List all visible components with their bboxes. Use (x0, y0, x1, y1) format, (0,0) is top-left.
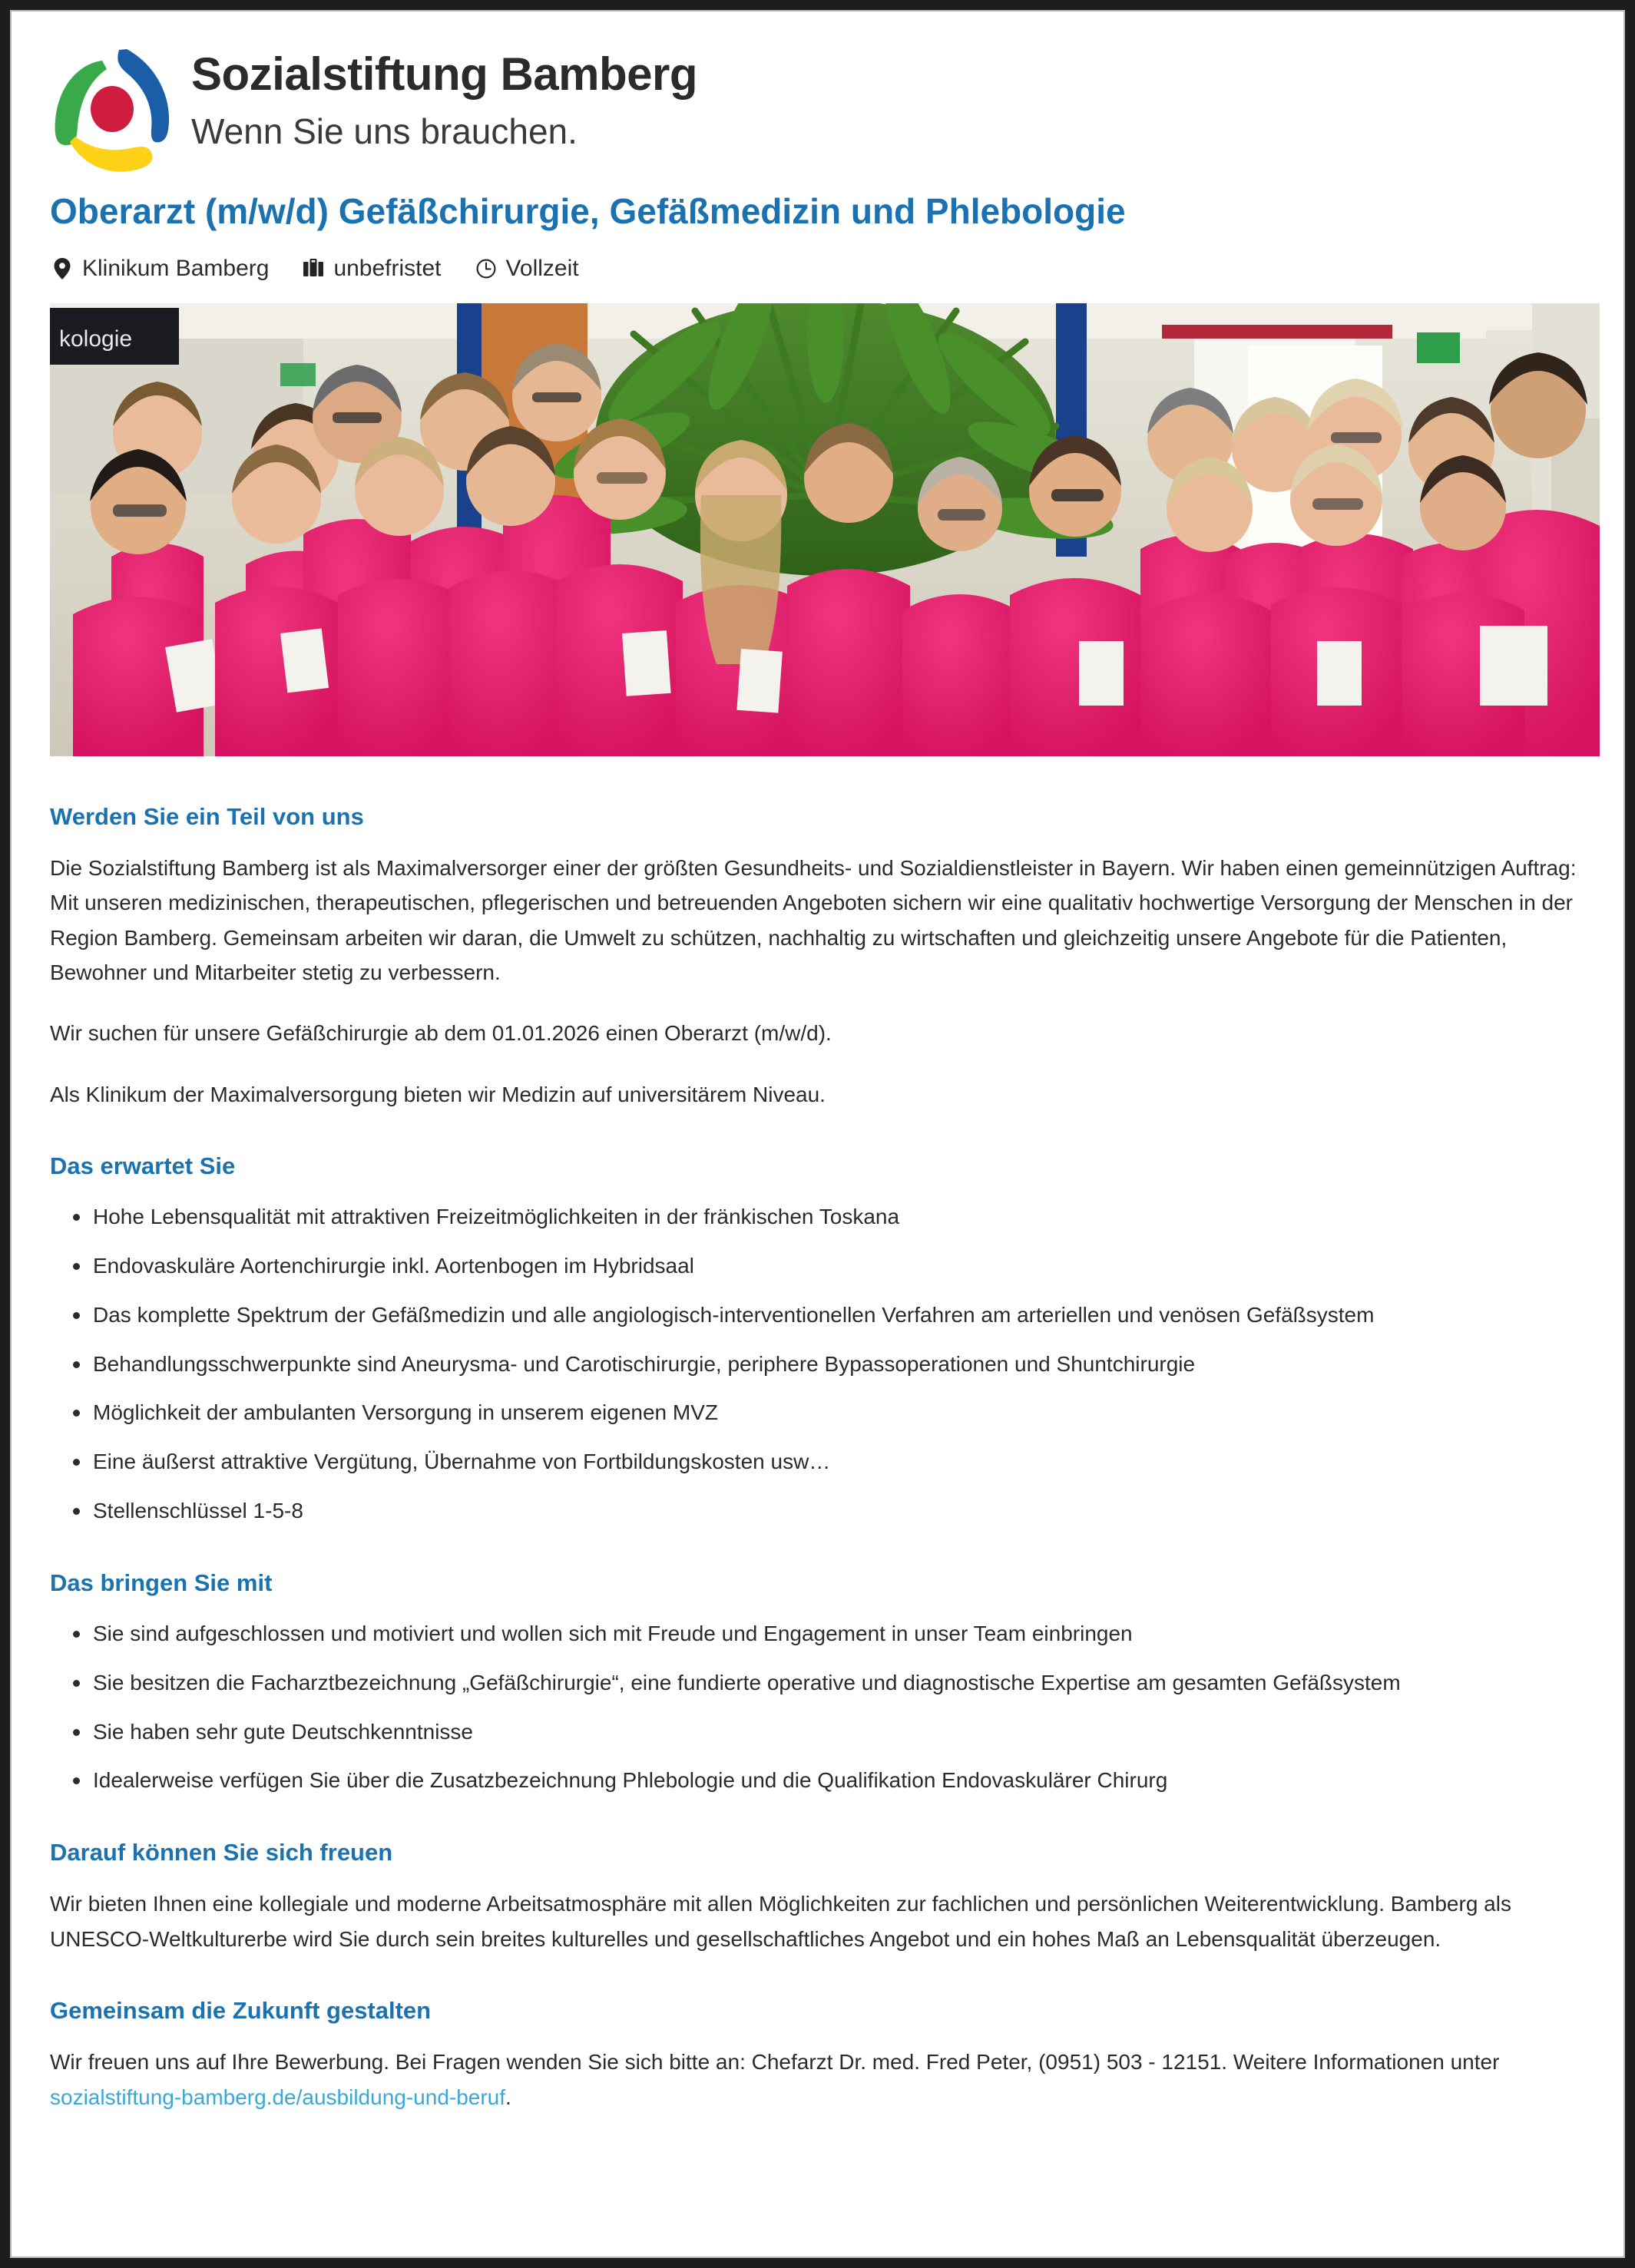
svg-text:kologie: kologie (59, 326, 133, 352)
list-item: Eine äußerst attraktive Vergütung, Übernahme von Fortbildungskosten usw… (93, 1445, 1582, 1479)
meta-item-worktime (475, 256, 579, 282)
section-heading-werden-sie-teil: Werden Sie ein Teil von uns (50, 802, 364, 830)
list-item: Idealerweise verfügen Sie über die Zusatzbezeichnung Phlebologie und die Qualifikation Endovaskulärer Chirurg (93, 1764, 1582, 1798)
list-item: Sie besitzen die Facharztbezeichnung „Gefäßchirurgie“, eine fundierte operative und diagnostische Expertise am gesamten Gefäßsystem (93, 1666, 1582, 1701)
paragraph: Die Sozialstiftung Bamberg ist als Maximalversorger einer der größten Gesundheits- und Sozialdienstleister in Bayern. Wir haben einen gemeinnützigen Auftrag: Mit unseren medizinischen, therapeutischen, pflegerischen und betreuenden Angeboten sichern wir eine qualitativ hochwertige Versorgung der Menschen in der Region Bamberg. Gemeinsam arbeiten wir daran, die Umwelt zu schützen, nachhaltig zu wirtschaften und gleichzeitig unsere Angebote für die Patienten, Bewohner und Mitarbeiter stetig zu verbessern. (50, 855, 1577, 984)
paragraph: Wir bieten Ihnen eine kollegiale und moderne Arbeitsatmosphäre mit allen Möglichkeiten zur fachlichen und persönlichen Weiterentwicklung. Bamberg als UNESCO-Weltkulturerbe wird Sie durch sein breites kulturelles und gesellschaftliches Angebot und ein hohes Maß an Lebensqualität überzeugen. (50, 1892, 1511, 1951)
closing-paragraph (50, 2045, 1582, 2114)
list-item: Endovaskuläre Aortenchirurgie inkl. Aortenbogen im Hybridsaal (93, 1249, 1582, 1284)
page-title: Oberarzt (m/w/d) Gefäßchirurgie, Gefäßmedizin und Phlebologie (50, 191, 1126, 231)
meta-worktime-label: Vollzeit (505, 255, 579, 281)
job-posting-page (10, 10, 1625, 2258)
meta-item-contract (303, 256, 441, 282)
section-heading-gemeinsam-die-zukunft-gestalten: Gemeinsam die Zukunft gestalten (50, 1997, 432, 2025)
paragraph: Als Klinikum der Maximalversorgung bieten wir Medizin auf universitärem Niveau. (50, 1082, 826, 1106)
section-heading-das-bringen-sie-mit: Das bringen Sie mit (50, 1569, 273, 1596)
meta-contract-label: unbefristet (333, 255, 442, 281)
job-meta-row (36, 256, 1599, 282)
page-header (36, 12, 1599, 188)
paragraph: Wir suchen für unsere Gefäßchirurgie ab dem 01.01.2026 einen Oberarzt (m/w/d). (50, 1021, 832, 1046)
list-item: Möglichkeit der ambulanten Versorgung in unserem eigenen MVZ (93, 1396, 1582, 1430)
list-item: Hohe Lebensqualität mit attraktiven Freizeitmöglichkeiten in der fränkischen Toskana (93, 1200, 1582, 1235)
list-item: Stellenschlüssel 1-5-8 (93, 1494, 1582, 1529)
briefcase-icon (303, 257, 324, 280)
location-pin-icon (51, 257, 73, 280)
closing-text-before-link: Wir freuen uns auf Ihre Bewerbung. Bei Fragen wenden Sie sich bitte an: Chefarzt Dr. med. Fred Peter, (0951) 503 - 12151. Weitere Informationen unter (50, 2050, 1500, 2075)
meta-location-label: Klinikum Bamberg (82, 255, 270, 281)
sozialstiftung-logo-icon (42, 28, 180, 174)
section-heading-darauf-koennen-sie-sich-freuen: Darauf können Sie sich freuen (50, 1839, 393, 1866)
team-photo (50, 303, 1600, 756)
list-item: Behandlungsschwerpunkte sind Aneurysma- und Carotischirurgie, periphere Bypassoperationen und Shuntchirurgie (93, 1347, 1582, 1382)
brand-claim: Wenn Sie uns brauchen. (191, 111, 578, 151)
list-item: Sie sind aufgeschlossen und motiviert und wollen sich mit Freude und Engagement in unser Team einbringen (93, 1617, 1582, 1651)
clock-icon (475, 257, 497, 280)
benefits-list (50, 1200, 1582, 1529)
requirements-list (50, 1617, 1582, 1798)
closing-text-after-link: . (505, 2085, 511, 2109)
section-heading-das-erwartet-sie: Das erwartet Sie (50, 1152, 236, 1180)
meta-item-location (51, 256, 269, 282)
brand-name: Sozialstiftung Bamberg (191, 48, 698, 100)
list-item: Sie haben sehr gute Deutschkenntnisse (93, 1715, 1582, 1750)
website-link[interactable]: sozialstiftung-bamberg.de/ausbildung-und-beruf (50, 2085, 506, 2109)
list-item: Das komplette Spektrum der Gefäßmedizin und alle angiologisch-interventionellen Verfahren am arteriellen und venösen Gefäßsystem (93, 1298, 1582, 1333)
job-content (36, 802, 1599, 2114)
